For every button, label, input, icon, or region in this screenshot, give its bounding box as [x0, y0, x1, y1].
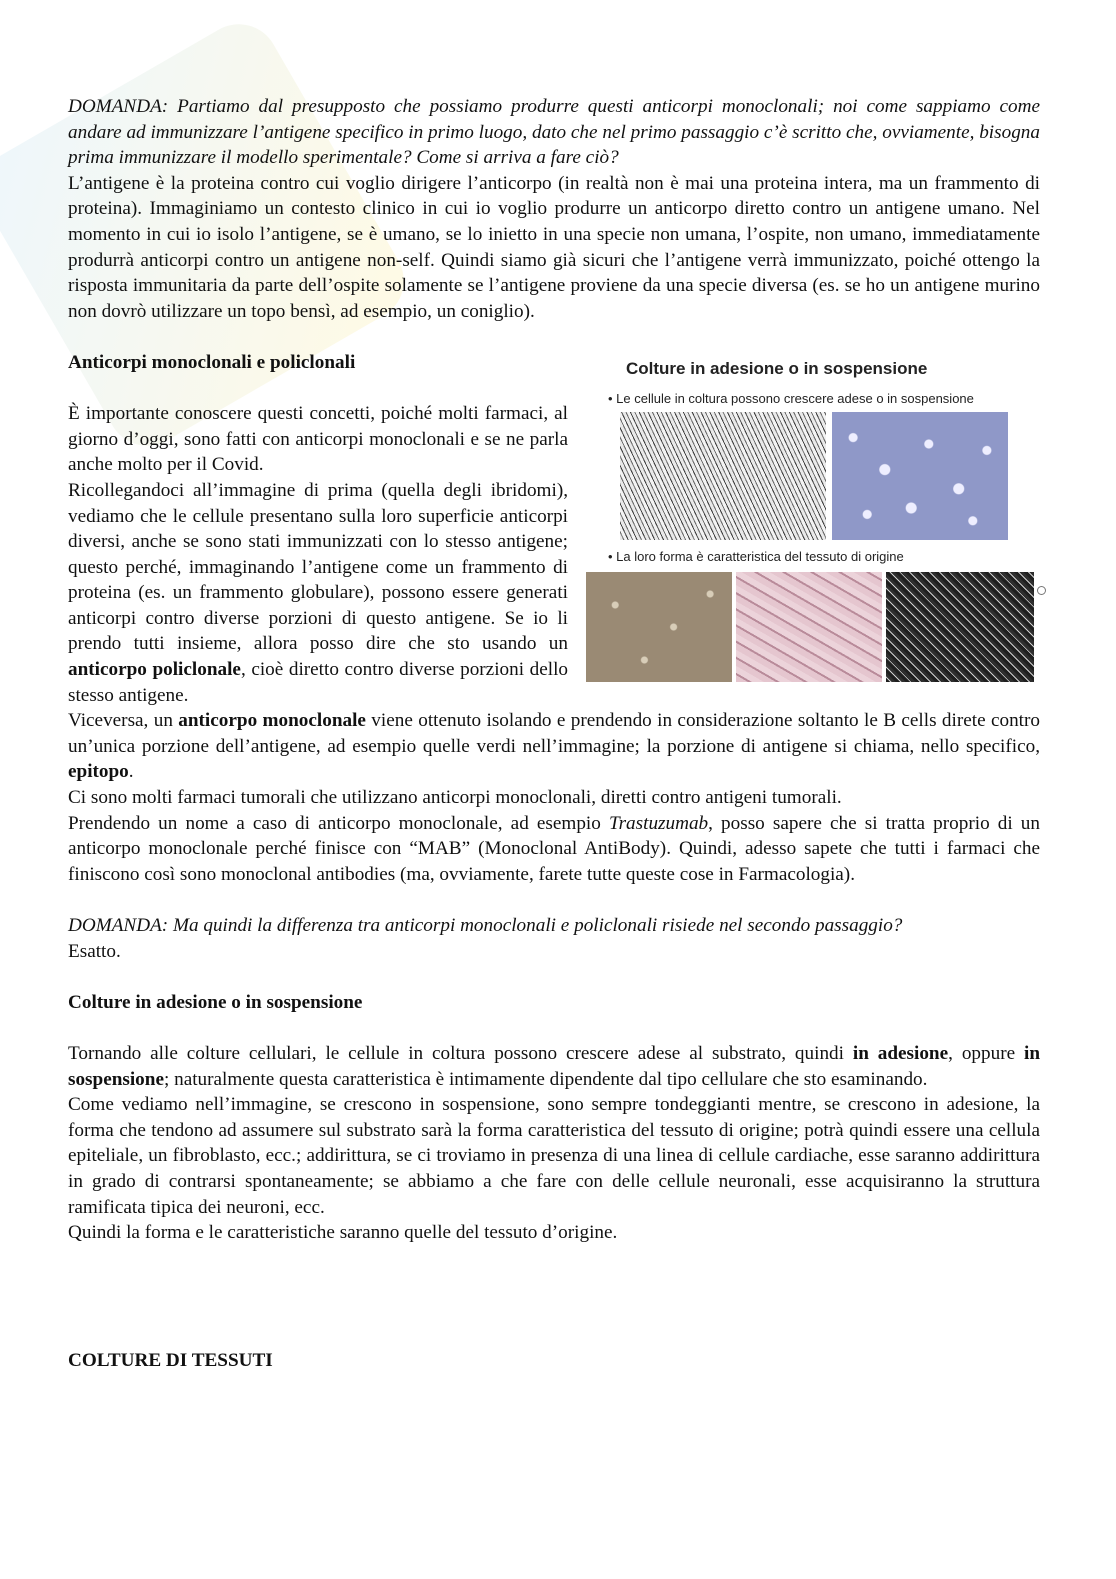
paragraph-6: Tornando alle colture cellulari, le cellule in coltura possono crescere adese al substrato, quindi in adesione, oppure in sospensione; naturalmente questa caratteristica è intimamente dipendente dal tipo cellulare che sto esaminando. [68, 1042, 1041, 1090]
paragraph-2: Ricollegandoci all’immagine di prima (quella degli ibridomi), vediamo che le cellule presentano sulla loro superficie anticorpi diversi, anche se sono stati immunizzati con lo stesso antigene; questo perché, immaginando l’antigene come un frammento di proteina (es. un frammento globulare), possono essere generati anticorpi contro diverse porzioni di questo antigene. Se io li prendo tutti insieme, allora posso dire che sto usando un anticorpo policlonale, cioè diretto contro diverse porzioni dello stesso antigene. [68, 479, 568, 706]
paragraph-1: È importante conoscere questi concetti, poiché molti farmaci, al giorno d’oggi, sono fatti con anticorpi monoclonali e se ne parla anche molto per il Covid. [68, 403, 568, 476]
figure-title: Colture in adesione o in sospensione [626, 358, 928, 378]
culture-figure [586, 350, 1042, 688]
paragraph-5: Prendendo un nome a caso di anticorpo monoclonale, ad esempio Trastuzumab, posso sapere che si tratta proprio di un anticorpo monoclonale perché finisce con “MAB” (Monoclonal AntiBody). Quindi, adesso sapete che tutti i farmaci che finiscono così sono monoclonal antibodies (ma, ovviamente, farete tutte queste cose in Farmacologia). [68, 812, 1040, 885]
question-2: DOMANDA: Ma quindi la differenza tra anticorpi monoclonali e policlonali risiede nel secondo passaggio? [68, 915, 903, 936]
paragraph-8: Quindi la forma e le caratteristiche saranno quelle del tessuto d’origine. [68, 1222, 618, 1244]
suspension-cells-image [832, 412, 1008, 540]
fibroblast-cells-image [736, 572, 882, 682]
section-heading-antibodies: Anticorpi monoclonali e policlonali [68, 351, 356, 373]
circle-marker [1037, 586, 1046, 595]
paragraph-7: Come vediamo nell’immagine, se crescono in sospensione, sono sempre tondeggianti mentre, se crescono in adesione, la forma che tendono ad assumere sul substrato sarà la forma caratteristica del tessuto di origine; potrà quindi essere una cellula epiteliale, un fibroblasto, ecc.; addirittura, se ci troviamo in presenza di una linea di cellule cardiache, esse saranno addirittura in grado di contrarsi spontaneamente; se abbiamo a che fare con delle cellule neuronali, esse acquisiranno la struttura ramificata tipica dei neuroni, ecc. [68, 1094, 1040, 1218]
figure-bullet-1: • Le cellule in coltura possono crescere adese o in sospensione [608, 390, 974, 406]
question-1: DOMANDA: Partiamo dal presupposto che possiamo produrre questi anticorpi monoclonali; noi come sappiamo come andare ad immunizzare l’antigene specifico in primo luogo, dato che nel primo passaggio c’è scritto che, ovviamente, bisogna prima immunizzare il modello sperimentale? Come si arriva a fare ciò? [68, 96, 1040, 169]
paragraph-3: Viceversa, un anticorpo monoclonale viene ottenuto isolando e prendendo in considerazione soltanto le B cells direte contro un’unica porzione dell’antigene, ad esempio quelle verdi nell’immagine; la porzione di antigene si chiama, nello specifico, epitopo. [68, 710, 1040, 783]
section-heading-tissue-cultures: COLTURE DI TESSUTI [68, 1350, 273, 1372]
section-heading-cultures: Colture in adesione o in sospensione [68, 991, 363, 1013]
answer-2: Esatto. [68, 940, 121, 962]
paragraph-4: Ci sono molti farmaci tumorali che utilizzano anticorpi monoclonali, diretti contro antigeni tumorali. [68, 787, 842, 809]
figure-bullet-2: • La loro forma è caratteristica del tessuto di origine [608, 548, 904, 564]
answer-1: L’antigene è la proteina contro cui voglio dirigere l’anticorpo (in realtà non è mai una proteina intera, ma un frammento di proteina). Immaginiamo un contesto clinico in cui io voglio produrre un anticorpo diretto contro un antigene umano. Nel momento in cui io isolo l’antigene, se è umano, se lo inietto in una specie non umana, l’ospite, non umano, immediatamente produrrà anticorpi contro un antigene non-self. Quindi siamo già sicuri che l’antigene verrà immunizzato, poiché ottengo la risposta immunitaria da parte dell’ospite solamente se l’antigene proviene da una specie diversa (es. se ho un antigene murino non dovrò utilizzare un topo bensì, ad esempio, un coniglio). [68, 172, 1040, 322]
epithelial-cells-image [586, 572, 732, 682]
dense-cells-image [886, 572, 1034, 682]
adherent-cells-image [620, 412, 826, 540]
document-page [68, 94, 1040, 1374]
